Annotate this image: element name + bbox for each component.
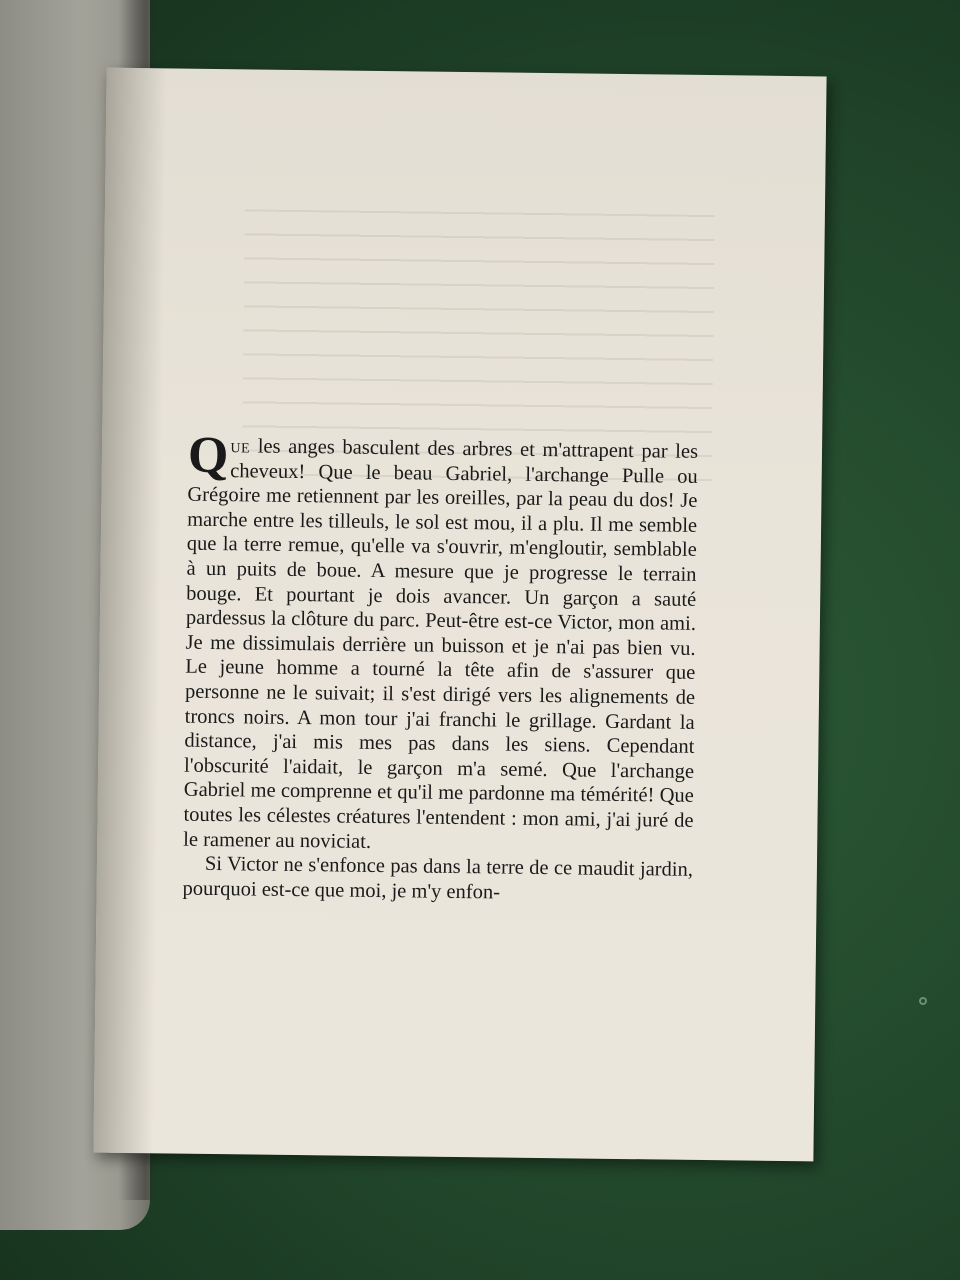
page-gutter-shadow	[93, 68, 166, 1154]
paragraph-2: Si Victor ne s'enfonce pas dans la terre de ce maudit jardin, pourquoi est-ce que moi, je m'y enfon-	[182, 852, 694, 904]
background-speck	[919, 997, 927, 1005]
drop-cap: Q	[187, 426, 229, 485]
book-page	[93, 68, 826, 1162]
drop-cap-tail: ue	[230, 435, 251, 458]
paragraph-1	[183, 426, 699, 858]
page-text	[182, 426, 699, 907]
paragraph-1-text: les anges basculent des arbres et m'attrapent par les cheveux! Que le beau Gabriel, l'archange Pulle ou Grégoire me retiennent par les oreilles, par la peau du dos! Je marche entre les tilleuls, le sol est mou, il a plu. Il me semble que la terre remue, qu'elle va s'ouvrir, m'engloutir, semblable à un puits de boue. A mesure que je progresse le terrain bouge. Et pourtant je dois avancer. Un garçon a sauté pardessus la clôture du parc. Peut-être est-ce Victor, mon ami. Je me dissimulais derrière un buisson et je n'ai pas bien vu. Le jeune homme a tourné la tête afin de s'assurer que personne ne le suivait; il s'est dirigé vers les alignements de troncs noirs. A mon tour j'ai franchi le grillage. Gardant la distance, j'ai mis mes pas dans les siens. Cependant l'obscurité l'aidait, le garçon m'a semé. Que l'archange Gabriel me comprenne et qu'il me pardonne ma témérité! Que toutes les célestes créatures l'entendent : mon ami, j'ai juré de le ramener au noviciat.	[183, 435, 699, 853]
